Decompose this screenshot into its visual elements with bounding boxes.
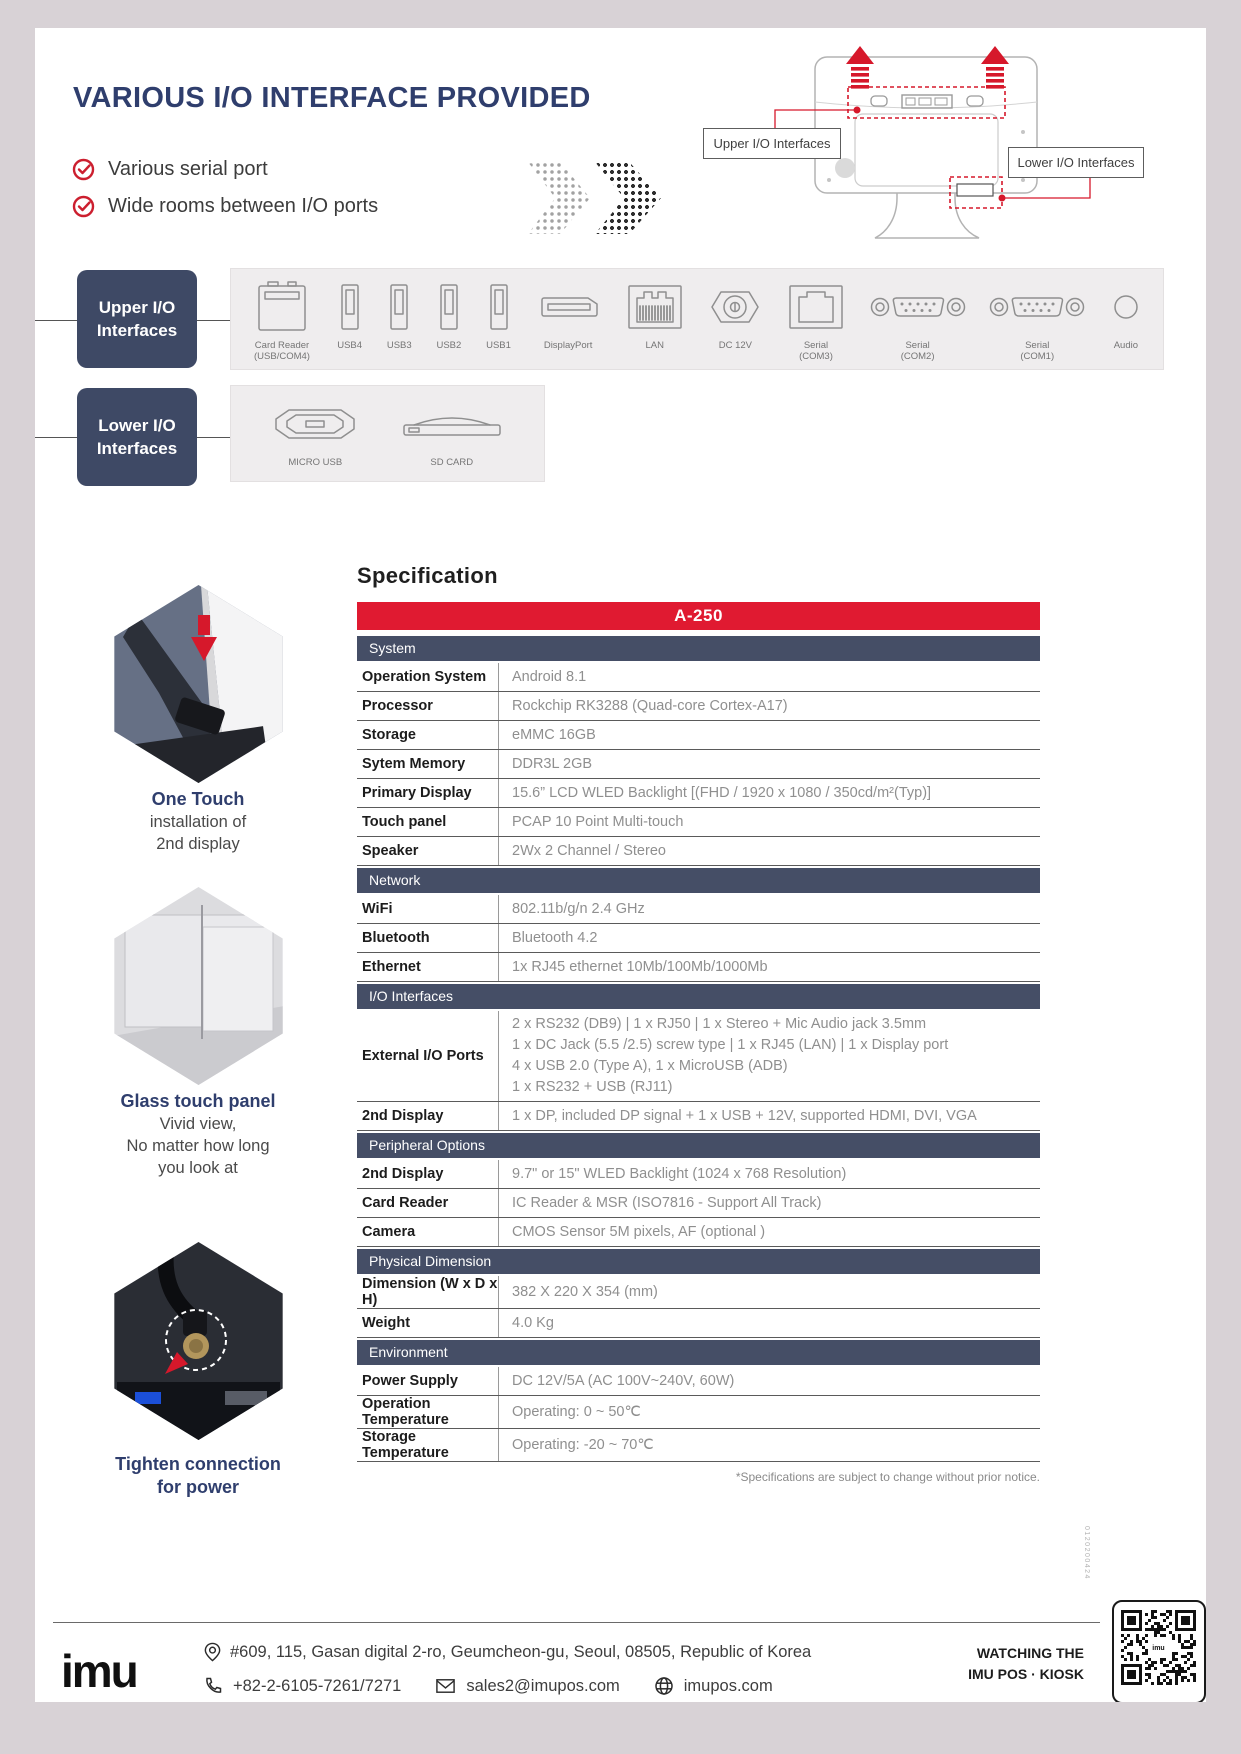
svg-text:imu: imu (1152, 1645, 1165, 1652)
map-pin-icon (203, 1641, 222, 1663)
check-circle-icon (72, 158, 95, 181)
phone-number: +82-2-6105-7261/7271 (233, 1676, 402, 1695)
spec-row-label: 2nd Display (362, 1166, 444, 1182)
contact-row (203, 1674, 773, 1698)
qr-caption (884, 1643, 1084, 1685)
dc-port-icon (708, 277, 762, 337)
spec-row-label: Operation Temperature (362, 1396, 449, 1428)
spec-row-value: 1 x DP, included DP signal + 1 x USB + 12V, supported HDMI, DVI, VGA (498, 1102, 1040, 1130)
port-dc (708, 277, 762, 369)
spec-row-value: PCAP 10 Point Multi-touch (498, 808, 1040, 836)
lower-io-panel (230, 385, 545, 482)
spec-row-value: eMMC 16GB (498, 721, 1040, 749)
spec-row (357, 1218, 1040, 1247)
spec-row-label: Speaker (362, 843, 419, 859)
port-db9 (870, 277, 966, 369)
spec-row-label: Weight (362, 1315, 411, 1331)
port-label: USB2 (436, 340, 462, 351)
spec-row-label: Bluetooth (362, 930, 430, 946)
feature-text: you look at (158, 1159, 238, 1177)
spec-row-value: DC 12V/5A (AC 100V~240V, 60W) (498, 1367, 1040, 1395)
io-tag-line: Interfaces (96, 438, 178, 458)
db9-port-icon (989, 277, 1085, 337)
checklist-item (72, 158, 378, 181)
port-sd-card (400, 394, 504, 481)
checklist-item-label: Various serial port (108, 158, 268, 180)
port-usb (337, 277, 363, 369)
side-print-code: 0120200424 (1083, 1526, 1090, 1580)
spec-row-value: 802.11b/g/n 2.4 GHz (498, 895, 1040, 923)
spec-row (357, 1011, 1040, 1102)
spec-row-label: Dimension (W x D x H) (362, 1276, 498, 1308)
globe-icon (654, 1676, 674, 1696)
port-usb (386, 277, 412, 369)
brochure-page (35, 28, 1206, 1702)
check-circle-icon (72, 195, 95, 218)
spec-row (357, 721, 1040, 750)
spec-row-value: 15.6” LCD WLED Backlight [(FHD / 1920 x 1080 / 350cd/m²(Typ)] (498, 779, 1040, 807)
spec-row (357, 692, 1040, 721)
usb-port-icon (486, 277, 512, 337)
spec-row-value: 2Wx 2 Channel / Stereo (498, 837, 1040, 865)
db9-port-icon (870, 277, 966, 337)
spec-row (357, 808, 1040, 837)
email-address: sales2@imupos.com (466, 1676, 620, 1695)
spec-row-value: Android 8.1 (498, 663, 1040, 691)
port-label: USB4 (337, 340, 363, 351)
spec-footnote: *Specifications are subject to change without prior notice. (735, 1470, 1040, 1484)
feature-image-power-connector (107, 1242, 290, 1440)
usb-port-icon (436, 277, 462, 337)
feature-text: No matter how long (126, 1137, 270, 1155)
spec-row-value: Operating: -20 ~ 70℃ (498, 1429, 1040, 1461)
port-label: SD CARD (430, 457, 474, 468)
feature-image-second-display (107, 585, 290, 783)
checklist-item-label: Wide rooms between I/O ports (108, 195, 379, 217)
feature-text: Vivid view, (159, 1115, 237, 1133)
spec-row-label: Camera (362, 1224, 416, 1240)
port-label: LAN (645, 340, 664, 351)
spec-row (357, 1396, 1040, 1429)
feature-title: One Touch (151, 789, 245, 809)
port-label: DisplayPort (543, 340, 593, 351)
feature-text: 2nd display (156, 835, 240, 853)
spec-row-value: DDR3L 2GB (498, 750, 1040, 778)
spec-row-value: IC Reader & MSR (ISO7816 - Support All Track) (498, 1189, 1040, 1217)
section-header-physical-dimension: Physical Dimension (357, 1249, 1040, 1274)
footer-divider (53, 1622, 1100, 1623)
spec-row-value: CMOS Sensor 5M pixels, AF (optional ) (498, 1218, 1040, 1246)
sd-card-port-icon (400, 394, 504, 454)
section-header-network: Network (357, 868, 1040, 893)
spec-row-value: 2 x RS232 (DB9) | 1 x RJ50 | 1 x Stereo + Mic Audio jack 3.5mm 1 x DC Jack (5.5 /2.5) screw type | 1 x RJ45 (LAN) | 1 x Display port 4 x USB 2.0 (Type A), 1 x MicroUSB (ADB) 1 x RS232 + USB (RJ11) (498, 1011, 1040, 1101)
spec-row (357, 895, 1040, 924)
feature-checklist (72, 158, 378, 232)
usb-port-icon (337, 277, 363, 337)
spec-row-label: Storage (362, 727, 416, 743)
port-rj (786, 277, 846, 369)
port-label: USB1 (486, 340, 511, 351)
feature-text: installation of (149, 813, 247, 831)
port-label: DC 12V (718, 340, 752, 351)
section-header-environment: Environment (357, 1340, 1040, 1365)
spec-row-label: Ethernet (362, 959, 421, 975)
email-icon (435, 1677, 456, 1695)
feature-image-glass-panel (107, 887, 290, 1085)
spec-row (357, 1160, 1040, 1189)
port-label: Serial (COM2) (900, 340, 935, 362)
port-usb (486, 277, 512, 369)
spec-heading: Specification (357, 563, 498, 588)
dotted-chevron-icon (595, 162, 661, 234)
phone-icon (203, 1676, 223, 1696)
spec-row-label: 2nd Display (362, 1108, 444, 1124)
spec-row-value: 1x RJ45 ethernet 10Mb/100Mb/1000Mb (498, 953, 1040, 981)
spec-row-label: External I/O Ports (362, 1048, 484, 1064)
spec-row-label: Touch panel (362, 814, 447, 830)
spec-row (357, 1367, 1040, 1396)
port-audio (1109, 277, 1143, 369)
page-title: VARIOUS I/O INTERFACE PROVIDED (73, 82, 591, 114)
upper-io-panel (230, 268, 1164, 370)
qr-code (1112, 1600, 1206, 1702)
io-tag-line: Upper I/O (98, 297, 176, 317)
spec-table (357, 602, 1040, 1462)
spec-row (357, 663, 1040, 692)
section-header-system: System (357, 636, 1040, 661)
port-label: Serial (COM3) (799, 340, 833, 362)
audio-port-icon (1109, 277, 1143, 337)
port-label: USB3 (386, 340, 412, 351)
spec-row-label: Storage Temperature (362, 1429, 449, 1461)
port-label: Audio (1113, 340, 1139, 351)
spec-row-value: 9.7" or 15" WLED Backlight (1024 x 768 Resolution) (498, 1160, 1040, 1188)
feature-title: Tighten connection (115, 1454, 281, 1474)
spec-row-label: Operation System (362, 669, 487, 685)
rj-port-icon (786, 277, 846, 337)
upper-io-tag (77, 270, 197, 368)
spec-row-value: Rockchip RK3288 (Quad-core Cortex-A17) (498, 692, 1040, 720)
feature-caption (93, 788, 303, 855)
port-usb (436, 277, 462, 369)
lower-io-tag (77, 388, 197, 486)
section-header-peripheral-options: Peripheral Options (357, 1133, 1040, 1158)
feature-caption (93, 1090, 303, 1179)
spec-row-value: Bluetooth 4.2 (498, 924, 1040, 952)
feature-title: Glass touch panel (120, 1091, 276, 1111)
card-reader-port-icon (251, 277, 313, 337)
port-label: MICRO USB (288, 457, 343, 468)
port-card-reader (251, 277, 313, 369)
spec-row (357, 779, 1040, 808)
spec-row (357, 1309, 1040, 1338)
port-micro-usb (271, 394, 359, 481)
port-label: Card Reader (USB/COM4) (254, 340, 310, 362)
model-banner: A-250 (357, 602, 1040, 630)
micro-usb-port-icon (271, 394, 359, 454)
dp-port-icon (535, 277, 601, 337)
spec-row (357, 1189, 1040, 1218)
qr-caption-line: IMU POS · KIOSK (968, 1666, 1084, 1682)
spec-row-label: Sytem Memory (362, 756, 466, 772)
qr-caption-line: WATCHING THE (976, 1645, 1084, 1661)
spec-row-label: Card Reader (362, 1195, 449, 1211)
spec-row (357, 837, 1040, 866)
io-tag-line: Lower I/O (98, 415, 176, 435)
port-label: Serial (COM1) (1020, 340, 1055, 362)
checklist-item (72, 195, 378, 218)
dotted-chevron-icon (528, 162, 590, 234)
spec-row (357, 953, 1040, 982)
section-header-i-o-interfaces: I/O Interfaces (357, 984, 1040, 1009)
spec-row (357, 1276, 1040, 1309)
website-url: imupos.com (683, 1676, 773, 1695)
spec-row (357, 1429, 1040, 1462)
spec-row (357, 924, 1040, 953)
spec-row-label: Power Supply (362, 1373, 458, 1389)
spec-row-label: Primary Display (362, 785, 472, 801)
usb-port-icon (386, 277, 412, 337)
company-logo: imu (61, 1645, 137, 1697)
feature-title: for power (156, 1477, 239, 1497)
lan-port-icon (625, 277, 685, 337)
port-db9 (989, 277, 1085, 369)
spec-row-label: Processor (362, 698, 433, 714)
feature-caption (93, 1453, 303, 1499)
port-dp (535, 277, 601, 369)
port-lan (625, 277, 685, 369)
spec-row-label: WiFi (362, 901, 393, 917)
address-text: #609, 115, Gasan digital 2-ro, Geumcheon-gu, Seoul, 08505, Republic of Korea (230, 1642, 812, 1661)
spec-row (357, 1102, 1040, 1131)
spec-row-value: 382 X 220 X 354 (mm) (498, 1276, 1040, 1308)
spec-row-value: 4.0 Kg (498, 1309, 1040, 1337)
spec-row (357, 750, 1040, 779)
address-row (203, 1640, 811, 1664)
spec-row-value: Operating: 0 ~ 50℃ (498, 1396, 1040, 1428)
io-tag-line: Interfaces (96, 320, 178, 340)
diagram-upper-io-label: Upper I/O Interfaces (703, 128, 841, 159)
diagram-lower-io-label: Lower I/O Interfaces (1008, 147, 1144, 178)
